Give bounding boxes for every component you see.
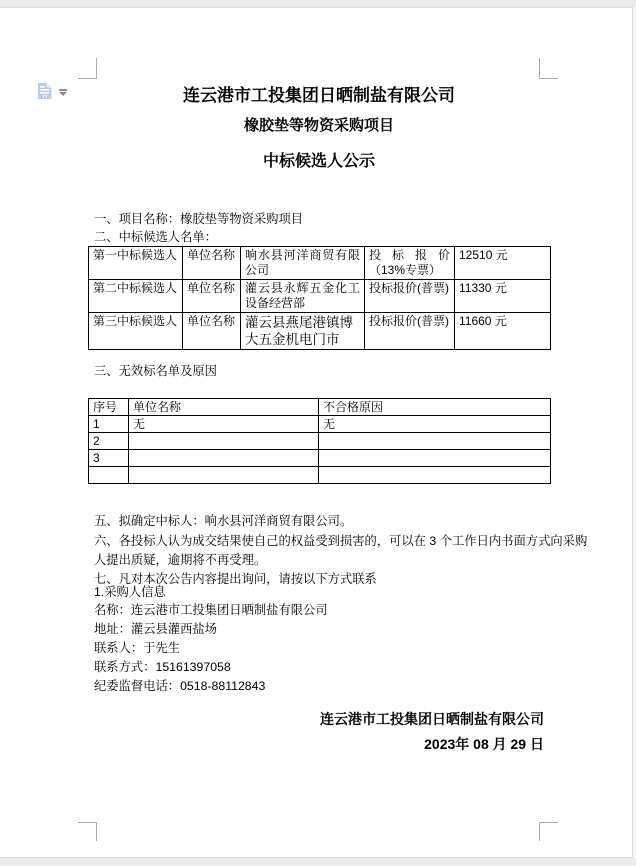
section-6-line-1: 六、各投标人认为成交结果使自己的权益受到损害的，可以在 3 个工作日内书面方式向采购 (94, 534, 588, 548)
unit-label-cell: 单位名称 (183, 247, 241, 280)
bid-price-label-cell: 投标报价(普票) (365, 313, 455, 350)
serial-header-cell: 序号 (89, 399, 129, 416)
bid-price-label-cell: 投标报价（13%专票） (365, 247, 455, 280)
unit-name-cell: 无 (129, 416, 319, 433)
supervision-phone: 纪委监督电话：0518-88112843 (94, 679, 266, 693)
invalid-bid-table (88, 398, 551, 484)
signature-date: 2023年 08 月 29 日 (424, 736, 544, 752)
candidate-rank-cell: 第一中标候选人 (89, 247, 183, 280)
candidate-row-2 (89, 280, 551, 313)
candidate-row-3 (89, 313, 551, 350)
candidate-table (88, 246, 551, 350)
bid-amount-cell: 11330 元 (455, 280, 551, 313)
paste-dropdown-arrow-icon[interactable] (58, 89, 68, 99)
buyer-name: 名称：连云港市工投集团日晒制盐有限公司 (94, 603, 328, 617)
company-name-cell: 响水县河洋商贸有限公司 (241, 247, 365, 280)
crop-mark-bottom-right (539, 822, 558, 841)
candidate-row-1 (89, 247, 551, 280)
reason-cell (319, 467, 551, 484)
serial-cell: 3 (89, 450, 129, 467)
unit-name-cell (129, 433, 319, 450)
invalid-table-row (89, 433, 551, 450)
buyer-phone: 联系方式：15161397058 (94, 660, 231, 674)
reason-cell (319, 433, 551, 450)
unit-name-cell (129, 450, 319, 467)
section-6-line-2: 人提出质疑，逾期将不再受理。 (94, 553, 267, 567)
bid-price-label-cell: 投标报价(普票) (365, 280, 455, 313)
section-5-winner: 五、拟确定中标人：响水县河洋商贸有限公司。 (94, 514, 353, 528)
crop-mark-top-right (539, 58, 558, 79)
unit-label-cell: 单位名称 (183, 280, 241, 313)
section-7-contact-note: 七、凡对本次公告内容提出询问，请按以下方式联系 (94, 572, 377, 586)
serial-cell: 2 (89, 433, 129, 450)
doc-title-line-3: 中标候选人公示 (262, 153, 375, 170)
company-name-cell: 灌云县燕尾港镇博大五金机电门市 (241, 313, 365, 350)
unit-name-cell (129, 467, 319, 484)
crop-mark-top-left (78, 58, 97, 79)
doc-title-line-1: 连云港市工投集团日晒制盐有限公司 (183, 86, 455, 105)
doc-title-line-2: 橡胶垫等物资采购项目 (243, 117, 394, 134)
invalid-table-row (89, 450, 551, 467)
reason-header-cell: 不合格原因 (319, 399, 551, 416)
bid-amount-cell: 12510 元 (455, 247, 551, 280)
buyer-address: 地址：灌云县灌西盐场 (94, 622, 217, 636)
unit-name-header-cell: 单位名称 (129, 399, 319, 416)
bid-amount-cell: 11660 元 (455, 313, 551, 350)
signature-company: 连云港市工投集团日晒制盐有限公司 (320, 711, 544, 727)
invalid-table-header-row (89, 399, 551, 416)
invalid-table-row (89, 467, 551, 484)
candidate-rank-cell: 第二中标候选人 (89, 280, 183, 313)
section-1-project-name: 一、项目名称：橡胶垫等物资采购项目 (94, 212, 304, 226)
buyer-contact-person: 联系人：于先生 (94, 641, 181, 655)
buyer-info-heading: 1.采购人信息 (94, 585, 166, 599)
unit-label-cell: 单位名称 (183, 313, 241, 350)
serial-cell (89, 467, 129, 484)
section-3-invalid-bids-heading: 三、无效标名单及原因 (94, 364, 217, 378)
serial-cell: 1 (89, 416, 129, 433)
reason-cell: 无 (319, 416, 551, 433)
company-name-cell: 灌云县永辉五金化工设备经营部 (241, 280, 365, 313)
reason-cell (319, 450, 551, 467)
crop-mark-bottom-left (78, 822, 97, 841)
candidate-rank-cell: 第三中标候选人 (89, 313, 183, 350)
paste-options-button[interactable] (37, 82, 71, 104)
invalid-table-row (89, 416, 551, 433)
section-2-candidate-list-heading: 二、中标候选人名单： (94, 230, 217, 244)
